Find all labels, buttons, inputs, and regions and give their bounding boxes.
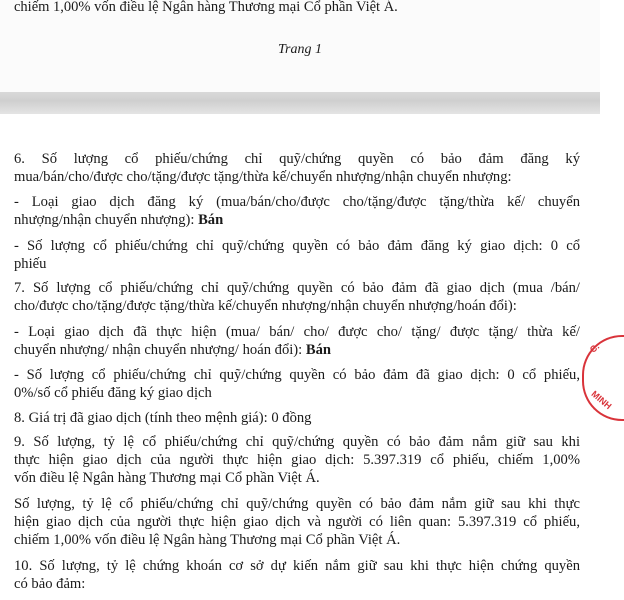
item-7-quantity-traded bbox=[14, 279, 580, 315]
text-line: nhượng/nhận chuyển nhượng): bbox=[14, 212, 199, 228]
page-number: Trang 1 bbox=[278, 42, 322, 57]
text-line: 0%/số cổ phiếu đăng ký giao dịch bbox=[14, 385, 212, 401]
item-8-transaction-value bbox=[14, 409, 580, 427]
item-6-quantity-registered bbox=[14, 150, 580, 186]
seal-text-bottom: MINH bbox=[589, 388, 614, 412]
text-line: 9. Số lượng, tỷ lệ cổ phiếu/chứng chỉ quỹ/chứng quyền có bảo đảm nắm giữ sau khi bbox=[14, 434, 580, 450]
text-line: Số lượng, tỷ lệ cổ phiếu/chứng chỉ quỹ/chứng quyền có bảo đảm nắm giữ sau khi thực bbox=[14, 496, 580, 512]
text-line: 7. Số lượng cổ phiếu/chứng chỉ quỹ/chứng quyền có bảo đảm đã giao dịch (mua /bán/ bbox=[14, 280, 580, 296]
text-line: thực hiện giao dịch của người thực hiện giao dịch: 5.397.319 cổ phiếu, chiếm 1,00% bbox=[14, 452, 580, 468]
text-line: chuyển nhượng/ nhận chuyển nhượng/ hoán đổi): bbox=[14, 342, 306, 358]
text-line: vốn điều lệ Ngân hàng Thương mại Cổ phần Việt Á. bbox=[14, 470, 320, 486]
transaction-type-value: Bán bbox=[198, 212, 224, 228]
registered-transaction-type bbox=[14, 193, 580, 229]
executed-transaction-type bbox=[14, 323, 580, 359]
previous-page-bottom bbox=[0, 0, 600, 92]
text-line: 8. Giá trị đã giao dịch (tính theo mệnh giá): 0 đồng bbox=[14, 410, 312, 426]
previous-page-last-line: chiếm 1,00% vốn điều lệ Ngân hàng Thương mại Cổ phần Việt Á. bbox=[14, 0, 398, 15]
text-line: hiện giao dịch của người thực hiện giao dịch và người có liên quan: 5.397.319 cổ phiếu, bbox=[14, 514, 580, 530]
text-line: - Số lượng cổ phiếu/chứng chỉ quỹ/chứng quyền có bảo đảm đã giao dịch: 0 cổ phiếu, bbox=[14, 367, 580, 383]
seal-text-top: C. bbox=[587, 341, 602, 355]
text-line: mua/bán/cho/được cho/tặng/được tặng/thừa kế/chuyển nhượng/nhận chuyển nhượng: bbox=[14, 169, 512, 185]
text-line: 10. Số lượng, tỷ lệ chứng khoán cơ sở dự kiến nắm giữ sau khi thực hiện chứng quyền bbox=[14, 558, 580, 574]
text-line: chiếm 1,00% vốn điều lệ Ngân hàng Thương mại Cổ phần Việt Á. bbox=[14, 532, 401, 548]
text-line: - Loại giao dịch đăng ký (mua/bán/cho/được cho/tặng/được tặng/thừa kế/ chuyển bbox=[14, 194, 580, 210]
text-line: có bảo đảm: bbox=[14, 576, 86, 592]
item-9-holdings-after bbox=[14, 433, 580, 487]
text-line: - Loại giao dịch đã thực hiện (mua/ bán/ cho/ được cho/ tặng/ được tặng/ thừa kế/ bbox=[14, 324, 580, 340]
holdings-with-related-persons bbox=[14, 495, 580, 549]
item-10-expected-holdings bbox=[14, 557, 580, 593]
page-separator bbox=[0, 92, 600, 114]
text-line: cho/được cho/tặng/được tặng/thừa kế/chuyển nhượng/nhận chuyển nhượng/hoán đổi): bbox=[14, 298, 517, 314]
text-line: 6. Số lượng cổ phiếu/chứng chỉ quỹ/chứng quyền có bảo đảm đăng ký bbox=[14, 151, 580, 167]
text-line: phiếu bbox=[14, 256, 47, 272]
transaction-type-value: Bán bbox=[305, 342, 332, 358]
executed-quantity bbox=[14, 366, 580, 402]
text-line: - Số lượng cổ phiếu/chứng chỉ quỹ/chứng quyền có bảo đảm đăng ký giao dịch: 0 cổ bbox=[14, 238, 580, 254]
registered-quantity bbox=[14, 237, 580, 273]
